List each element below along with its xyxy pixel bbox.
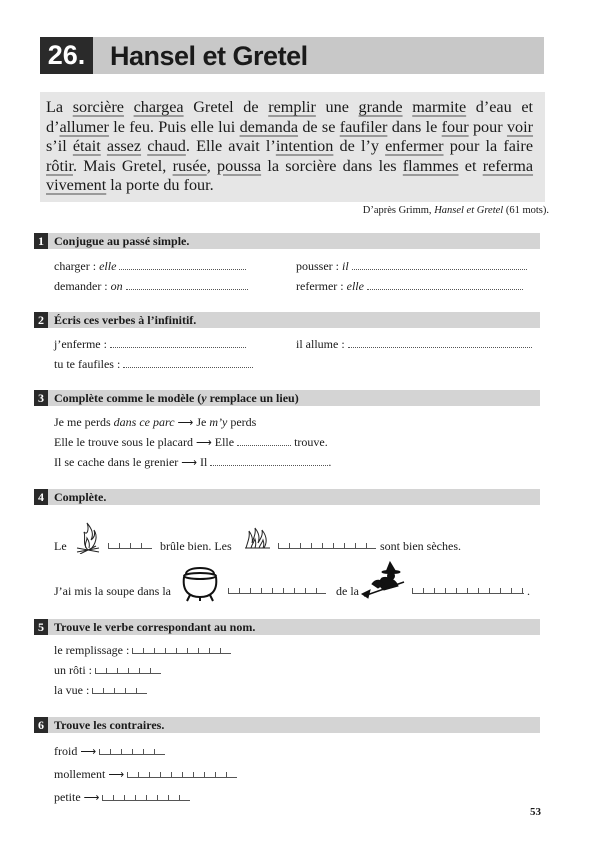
letter-boxes[interactable] (102, 793, 190, 801)
section-5-title: Trouve le verbe correspondant au nom. (54, 620, 256, 634)
s2-item-faufiles: tu te faufiles : (54, 357, 253, 371)
underlined-word: rusée (172, 156, 207, 175)
s6-item-mollement: mollement ⟶ (54, 767, 237, 782)
s5-item-vue: la vue : (54, 683, 147, 697)
underlined-word: remplir (268, 98, 316, 116)
section-6-number: 6 (34, 717, 48, 733)
passage-segment: pour la faire (443, 137, 534, 156)
arrow-icon: ⟶ (181, 457, 198, 469)
passage-segment: Gretel de (183, 98, 269, 116)
passage-segment: s’il (46, 137, 73, 156)
passage-segment: La (46, 98, 73, 116)
flames-icon (244, 527, 272, 549)
section-1-title: Conjugue au passé simple. (54, 234, 190, 248)
answer-line[interactable] (110, 338, 246, 348)
lesson-number: 26. (40, 37, 93, 74)
letter-boxes[interactable] (92, 686, 147, 694)
passage-segment: d’eau et d’ (46, 98, 534, 136)
underlined-word: chaud (147, 137, 186, 156)
underlined-word: intention (275, 137, 334, 156)
underlined-word: chargea (133, 98, 184, 116)
answer-line[interactable] (367, 280, 523, 290)
source-prefix: D’après Grimm, (362, 205, 435, 216)
underlined-word: rôtir (46, 156, 73, 175)
passage-segment: dans le (387, 117, 442, 136)
section-6-title: Trouve les contraires. (54, 718, 165, 732)
section-5-number: 5 (34, 619, 48, 635)
passage-segment: de l’y (333, 137, 386, 156)
passage-segment: une (315, 98, 359, 116)
letter-boxes[interactable] (95, 666, 161, 674)
underlined-word: marmite (412, 98, 467, 116)
s1-item-charger: charger : elle (54, 259, 246, 273)
underlined-word: sorcière (72, 98, 124, 116)
s4-line-1: Le (54, 539, 67, 553)
passage-segment: de se (298, 117, 340, 136)
s4-text-period: . (527, 584, 530, 598)
source-suffix: (61 mots). (503, 205, 549, 216)
underlined-word: poussa (217, 156, 262, 175)
witch-on-broom-icon (360, 560, 406, 600)
arrow-icon: ⟶ (177, 417, 194, 429)
s1-item-demander: demander : on (54, 279, 248, 293)
s3-line-placard: Elle le trouve sous le placard ⟶ Elle trouve. (54, 435, 328, 449)
section-4-title: Complète. (54, 490, 107, 504)
section-1-number: 1 (34, 233, 48, 249)
lesson-title: Hansel et Gretel (110, 41, 308, 71)
passage-segment: pour (468, 117, 507, 136)
letter-boxes[interactable] (99, 747, 165, 755)
underlined-word: flammes (402, 156, 459, 175)
answer-line[interactable] (126, 280, 248, 290)
cauldron-icon (180, 566, 220, 602)
arrow-icon: ⟶ (83, 792, 100, 804)
passage-segment (403, 98, 413, 116)
s2-item-enferme: j’enferme : (54, 337, 246, 351)
passage-text (46, 98, 533, 196)
underlined-word: grande (358, 98, 403, 116)
answer-line[interactable] (210, 456, 328, 466)
underlined-word: referma (482, 156, 534, 175)
letter-boxes[interactable] (132, 646, 231, 654)
s3-example: Je me perds dans ce parc ⟶ Je m’y perds (54, 415, 257, 429)
passage-segment (124, 98, 134, 116)
passage-segment: , (206, 156, 218, 175)
arrow-icon: ⟶ (108, 769, 125, 781)
source-line (363, 205, 549, 216)
underlined-word: four (441, 117, 469, 136)
passage-segment: et (458, 156, 483, 175)
underlined-word: voir (506, 117, 534, 136)
passage-segment: . Mais Gretel, (72, 156, 173, 175)
section-2-number: 2 (34, 312, 48, 328)
underlined-word: assez (106, 137, 142, 156)
underlined-word: demanda (239, 117, 299, 136)
s5-item-remplissage: le remplissage : (54, 643, 231, 657)
section-3-number: 3 (34, 390, 48, 406)
arrow-icon: ⟶ (80, 746, 97, 758)
passage-segment: . Elle avait l’ (185, 137, 276, 156)
arrow-icon: ⟶ (195, 437, 212, 449)
campfire-icon (74, 520, 102, 554)
passage-segment: la sorcière dans les (261, 156, 403, 175)
s6-item-petite: petite ⟶ (54, 790, 190, 805)
underlined-word: vivement (46, 176, 107, 195)
answer-line[interactable] (348, 338, 532, 348)
answer-line[interactable] (352, 260, 527, 270)
letter-boxes[interactable] (228, 586, 326, 594)
s4-line-2: J’ai mis la soupe dans la (54, 584, 171, 598)
s4-text-seches: sont bien sèches. (380, 539, 461, 553)
s3-line-grenier: Il se cache dans le grenier ⟶ Il . (54, 455, 332, 469)
s4-text-brule: brûle bien. Les (160, 539, 232, 553)
section-2-title: Écris ces verbes à l’infinitif. (54, 313, 197, 327)
underlined-word: allumer (59, 117, 109, 136)
s1-item-refermer: refermer : elle (296, 279, 523, 293)
passage-segment: la porte du four. (106, 176, 214, 195)
page-number: 53 (530, 806, 541, 818)
answer-line[interactable] (237, 436, 291, 446)
passage-segment: le feu. Puis elle lui (108, 117, 240, 136)
answer-line[interactable] (119, 260, 246, 270)
answer-line[interactable] (123, 358, 253, 368)
s6-item-froid: froid ⟶ (54, 744, 165, 759)
source-work: Hansel et Gretel (434, 205, 504, 216)
letter-boxes[interactable] (412, 586, 524, 594)
s4-text-de-la: de la (336, 584, 359, 598)
letter-boxes[interactable] (108, 541, 152, 549)
section-4-number: 4 (34, 489, 48, 505)
s1-item-pousser: pousser : il (296, 259, 527, 273)
underlined-word: enfermer (385, 137, 444, 156)
letter-boxes[interactable] (278, 541, 376, 549)
letter-boxes[interactable] (127, 770, 237, 778)
underlined-word: était (72, 137, 101, 156)
section-3-title: Complète comme le modèle (y remplace un lieu) (54, 391, 299, 405)
underlined-word: faufiler (339, 117, 388, 136)
section-4-bar (34, 489, 540, 505)
s5-item-roti: un rôti : (54, 663, 161, 677)
s2-item-allume: il allume : (296, 337, 532, 351)
